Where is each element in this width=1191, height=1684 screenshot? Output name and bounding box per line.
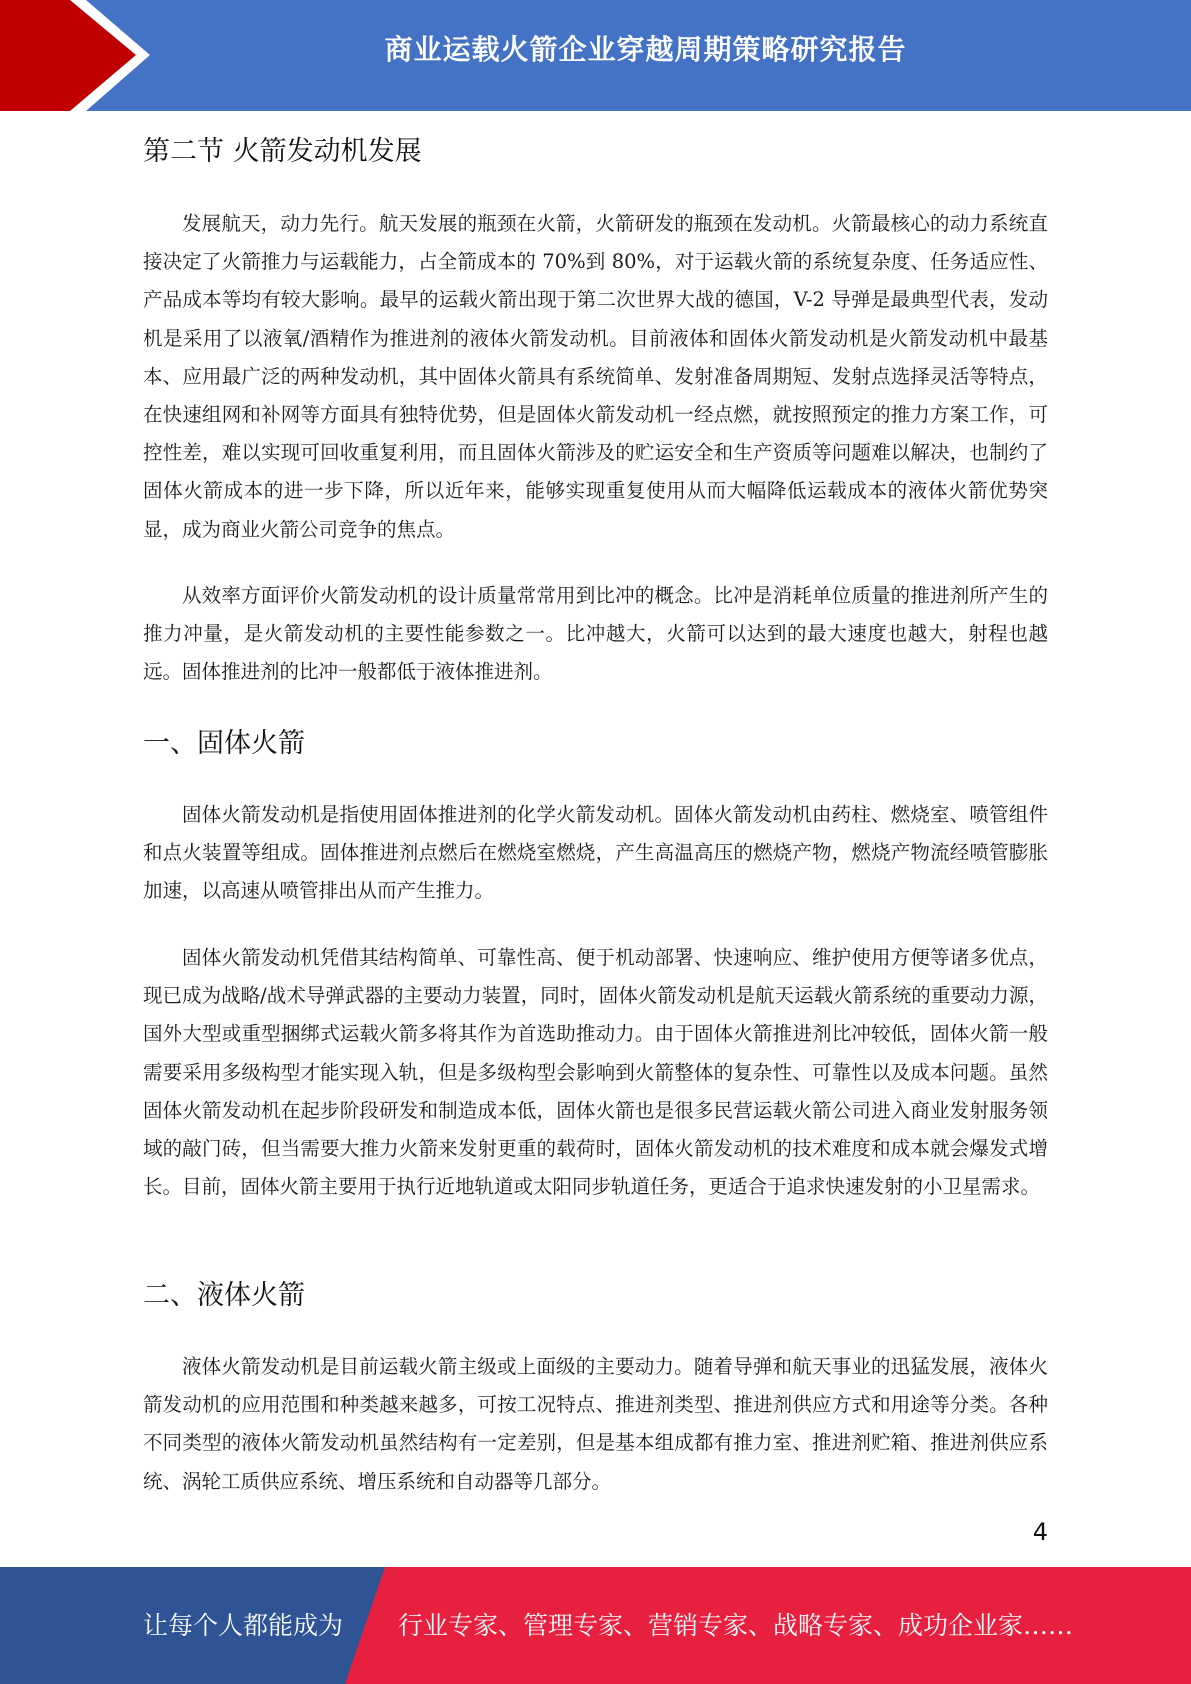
page-number: 4 <box>1032 1518 1048 1546</box>
paragraph: 发展航天，动力先行。航天发展的瓶颈在火箭，火箭研发的瓶颈在发动机。火箭最核心的动力系统直接决定了火箭推力与运载能力，占全箭成本的 70%到 80%，对于运载火箭的系统复杂度、任务适应性、产品成本等均有较大影响。最早的运载火箭出现于第二次世界大战的德国，V-2 导弹是最典型代表，发动机是采用了以液氧/酒精作为推进剂的液体火箭发动机。目前液体和固体火箭发动机是火箭发动机中最基本、应用最广泛的两种发动机，其中固体火箭具有系统简单、发射准备周期短、发射点选择灵活等特点，在快速组网和补网等方面具有独特优势，但是固体火箭发动机一经点燃，就按照预定的推力方案工作，可控性差，难以实现可回收重复利用，而且固体火箭涉及的贮运安全和生产资质等问题难以解决，也制约了固体火箭成本的进一步下降，所以近年来，能够实现重复使用从而大幅降低运载成本的液体火箭优势突显，成为商业火箭公司竞争的焦点。 <box>143 212 1048 541</box>
section-title: 第二节 火箭发动机发展 <box>143 136 422 167</box>
footer-slogan-left: 让每个人都能成为 <box>143 1611 344 1640</box>
paragraph: 从效率方面评价火箭发动机的设计质量常常用到比冲的概念。比冲是消耗单位质量的推进剂所产生的推力冲量，是火箭发动机的主要性能参数之一。比冲越大，火箭可以达到的最大速度也越大，射程也越远。固体推进剂的比冲一般都低于液体推进剂。 <box>143 584 1048 684</box>
paragraph: 固体火箭发动机凭借其结构简单、可靠性高、便于机动部署、快速响应、维护使用方便等诸多优点，现已成为战略/战术导弹武器的主要动力装置，同时，固体火箭发动机是航天运载火箭系统的重要动力源，国外大型或重型捆绑式运载火箭多将其作为首选助推动力。由于固体火箭推进剂比冲较低，固体火箭一般需要采用多级构型才能实现入轨，但是多级构型会影响到火箭整体的复杂性、可靠性以及成本问题。虽然固体火箭发动机在起步阶段研发和制造成本低，固体火箭也是很多民营运载火箭公司进入商业发射服务领域的敲门砖，但当需要大推力火箭来发射更重的载荷时，固体火箭发动机的技术难度和成本就会爆发式增长。目前，固体火箭主要用于执行近地轨道或太阳同步轨道任务，更适合于追求快速发射的小卫星需求。 <box>143 946 1048 1199</box>
footer-slogan-right: 行业专家、管理专家、营销专家、战略专家、成功企业家…… <box>398 1611 1074 1640</box>
report-header <box>0 0 1191 111</box>
subsection-title-solid: 一、固体火箭 <box>143 728 305 759</box>
paragraph: 液体火箭发动机是目前运载火箭主级或上面级的主要动力。随着导弹和航天事业的迅猛发展，液体火箭发动机的应用范围和种类越来越多，可按工况特点、推进剂类型、推进剂供应方式和用途等分类。各种不同类型的液体火箭发动机虽然结构有一定差别，但是基本组成都有推力室、推进剂贮箱、推进剂供应系统、涡轮工质供应系统、增压系统和自动器等几部分。 <box>143 1355 1048 1493</box>
subsection-title-liquid: 二、液体火箭 <box>143 1280 305 1311</box>
paragraph: 固体火箭发动机是指使用固体推进剂的化学火箭发动机。固体火箭发动机由药柱、燃烧室、喷管组件和点火装置等组成。固体推进剂点燃后在燃烧室燃烧，产生高温高压的燃烧产物，燃烧产物流经喷管膨胀加速，以高速从喷管排出从而产生推力。 <box>143 803 1048 903</box>
report-footer <box>0 1567 1191 1684</box>
report-title: 商业运载火箭企业穿越周期策略研究报告 <box>384 33 907 66</box>
